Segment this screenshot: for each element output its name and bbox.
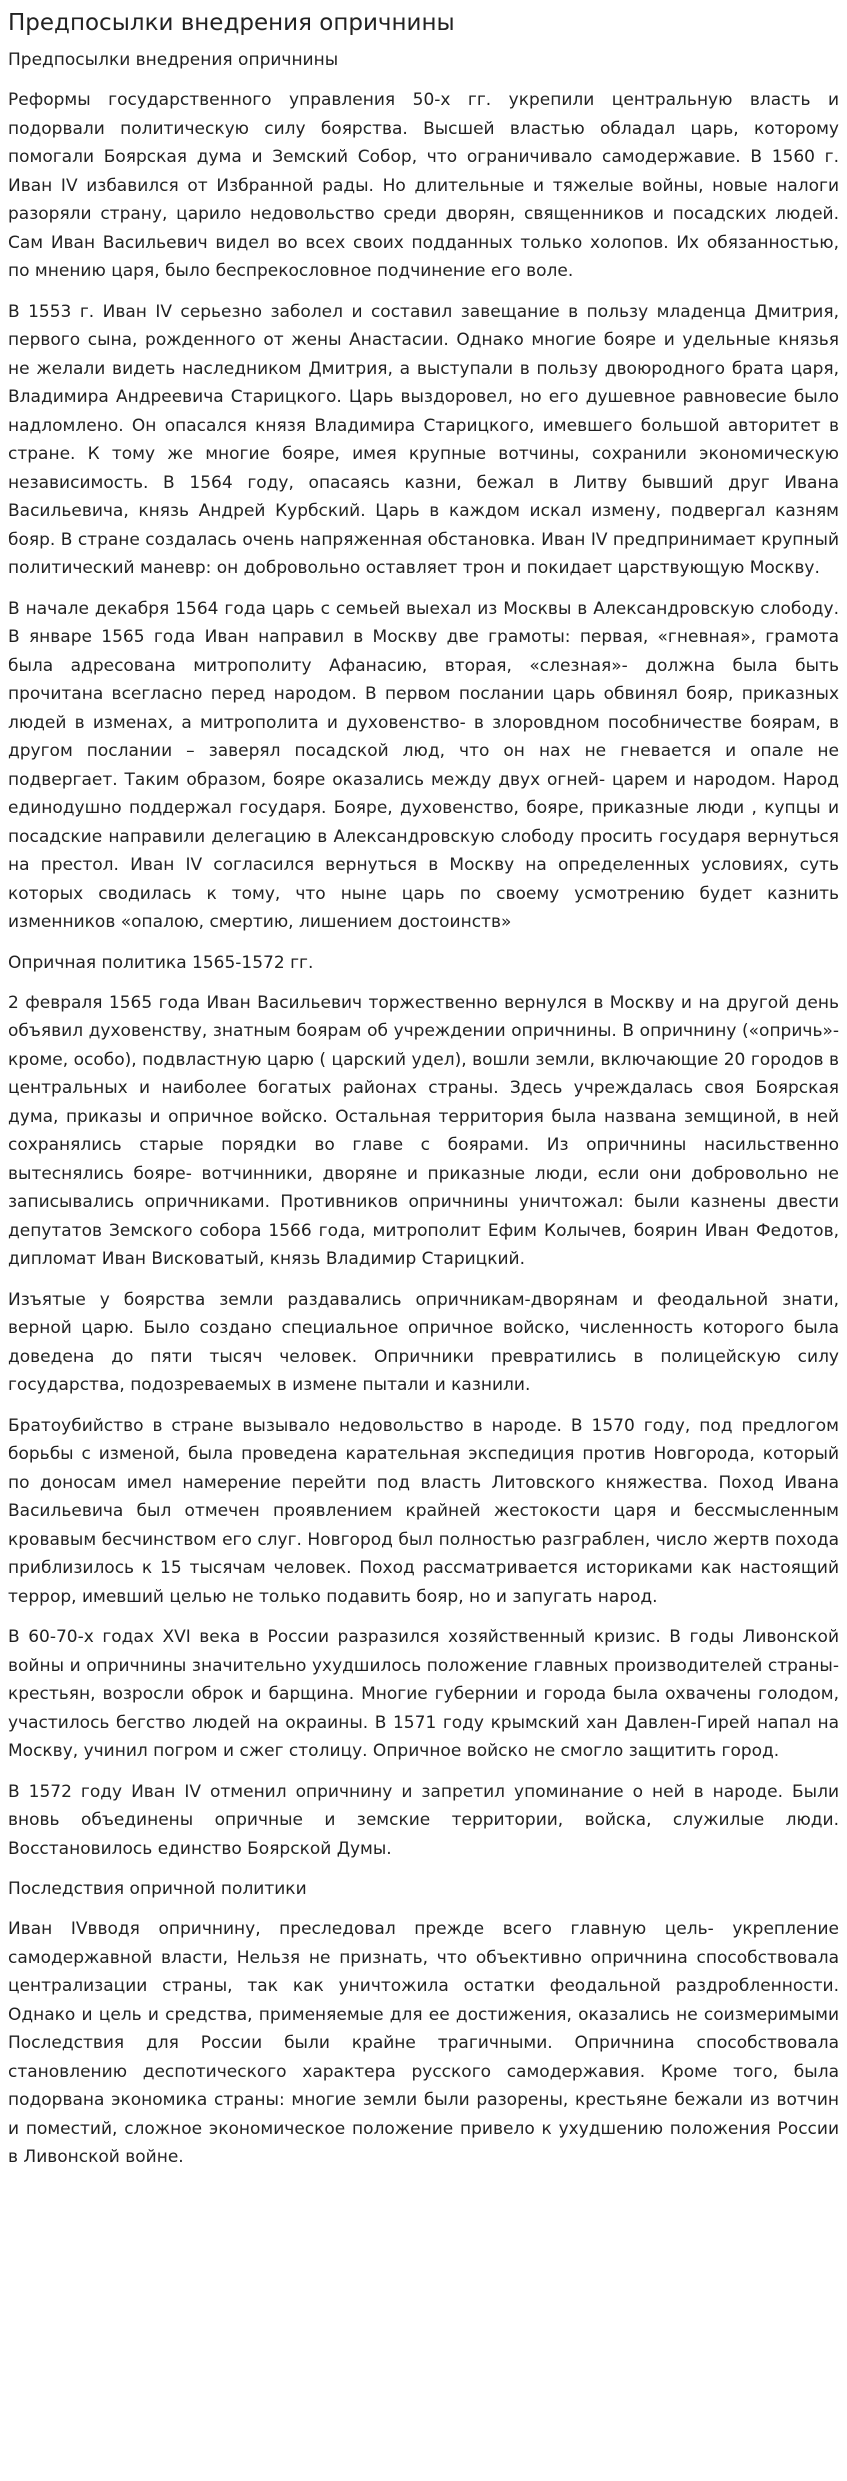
article-subtitle: Предпосылки внедрения опричнины	[8, 50, 339, 70]
paragraph: В начале декабря 1564 года царь с семьей выехал из Москвы в Александровскую слободу. В январе 1565 года Иван направил в Москву две грамоты: первая, «гневная», грамота была адресована митрополиту Афанасию, вторая, «слезная»- должна была быть прочитана всегласно перед народом. В первом послании царь обвинял бояр, приказных людей в изменах, а митрополита и духовенство- в злоровдном пособничестве боярам, в другом послании – заверял посадской люд, что он нах не гневается и опале не подвергает. Таким образом, бояре оказались между двух огней- царем и народом. Народ единодушно поддержал государя. Бояре, духовенство, бояре, приказные люди , купцы и посадские направили делегацию в Александровскую слободу просить государя вернуться на престол. Иван IV согласился вернуться в Москву на определенных условиях, суть которых сводилась к тому, что ныне царь по своему усмотрению будет казнить изменников «опалою, смертию, лишением достоинств»	[8, 598, 839, 932]
paragraph: В 1553 г. Иван IV серьезно заболел и составил завещание в пользу младенца Дмитрия, первого сына, рожденного от жены Анастасии. Однако многие бояре и удельные князья не желали видеть наследником Дмитрия, а выступали в пользу двоюродного брата царя, Владимира Андреевича Старицкого. Царь выздоровел, но его душевное равновесие было надломлено. Он опасался князя Владимира Старицкого, имевшего большой авторитет в стране. К тому же многие бояре, имея крупные вотчины, сохранили экономическую независимость. В 1564 году, опасаясь казни, бежал в Литву бывший друг Ивана Васильевича, князь Андрей Курбский. Царь в каждом искал измену, подвергал казням бояр. В стране создалась очень напряженная обстановка. Иван IV предпринимает крупный политический маневр: он добровольно оставляет трон и покидает царствующую Москву.	[8, 301, 839, 578]
paragraph: Реформы государственного управления 50-х гг. укрепили центральную власть и подорвали политическую силу боярства. Высшей властью обладал царь, которому помогали Боярская дума и Земский Собор, что ограничивало самодержавие. В 1560 г. Иван IV избавился от Избранной рады. Но длительные и тяжелые войны, новые налоги разоряли страну, царило недовольство среди дворян, священников и посадских людей. Сам Иван Васильевич видел во всех своих подданных только холопов. Их обязанностью, по мнению царя, было беспрекословное подчинение его воле.	[8, 90, 839, 281]
paragraph: В 60-70-х годах XVI века в России разразился хозяйственный кризис. В годы Ливонской войны и опричнины значительно ухудшилось положение главных производителей страны- крестьян, возросли оброк и барщина. Многие губернии и города была охвачены голодом, участилось бегство людей на окраины. В 1571 году крымский хан Давлен-Гирей напал на Москву, учинил погром и сжег столицу. Опричное войско не смогло защитить город.	[8, 1627, 839, 1761]
section-heading: Опричная политика 1565-1572 гг.	[8, 952, 314, 973]
page-title: Предпосылки внедрения опричнины	[8, 10, 455, 36]
paragraph: Братоубийство в стране вызывало недовольство в народе. В 1570 году, под предлогом борьбы с изменой, была проведена карательная экспедиция против Новгорода, который по доносам имел намерение перейти под власть Литовского княжества. Поход Ивана Васильевича был отмечен проявлением крайней жестокости царя и бессмысленным кровавым бесчинством его слуг. Новгород был полностью разграблен, число жертв похода приблизилось к 15 тысячам человек. Поход рассматривается историками как настоящий террор, имевший целью не только подавить бояр, но и запугать народ.	[8, 1415, 839, 1607]
section-heading: Последствия опричной политики	[8, 1879, 307, 1899]
paragraph: 2 февраля 1565 года Иван Васильевич торжественно вернулся в Москву и на другой день объявил духовенству, знатным боярам об учреждении опричнины. В опричнину («опричь»- кроме, особо), подвластную царю ( царский удел), вошли земли, включающие 20 городов в центральных и наиболее богатых районах страны. Здесь учреждалась своя Боярская дума, приказы и опричное войско. Остальная территория была названа земщиной, в ней сохранялись старые порядки во главе с боярами. Из опричнины насильственно вытеснялись бояре- вотчинники, дворяне и приказные люди, если они добровольно не записывались опричниками. Противников опричнины уничтожал: были казнены двести депутатов Земского собора 1566 года, митрополит Ефим Колычев, боярин Иван Федотов, дипломат Иван Висковатый, князь Владимир Старицкий.	[8, 992, 839, 1269]
paragraph: Изъятые у боярства земли раздавались опричникам-дворянам и феодальной знати, верной царю. Было создано специальное опричное войско, численность которого была доведена до пяти тысяч человек. Опричники превратились в полицейскую силу государства, подозреваемых в измене пытали и казнили.	[8, 1289, 839, 1395]
paragraph: В 1572 году Иван IV отменил опричнину и запретил упоминание о ней в народе. Были вновь объединены опричные и земские территории, войска, служилые люди. Восстановилось единство Боярской Думы.	[8, 1781, 839, 1859]
paragraph: Иван IVвводя опричнину, преследовал прежде всего главную цель- укрепление самодержавной власти, Нельзя не признать, что объективно опричнина способствовала централизации страны, так как уничтожила остатки феодальной раздробленности. Однако и цель и средства, применяемые для ее достижения, оказались не соизмеримыми Последствия для России были крайне трагичными. Опричнина способствовала становлению деспотического характера русского самодержавия. Кроме того, была подорвана экономика страны: многие земли были разорены, крестьяне бежали из вотчин и поместий, сложное экономическое положение привело к ухудшению положения России в Ливонской войне.	[8, 1919, 839, 2167]
